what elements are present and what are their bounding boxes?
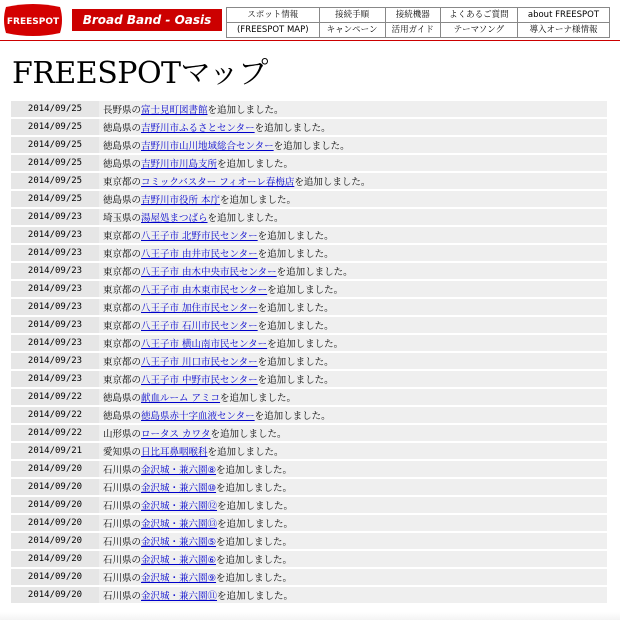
entry-spot-link[interactable]: 金沢城・兼六園⑧ <box>141 465 217 476</box>
table-row <box>11 281 607 297</box>
entry-date: 2014/09/23 <box>11 299 99 315</box>
entry-text <box>99 227 607 243</box>
table-row <box>11 551 607 567</box>
entry-prefecture: 石川県の <box>103 555 142 566</box>
entry-text <box>99 587 607 603</box>
entry-suffix: を追加しました。 <box>207 447 284 458</box>
entry-date: 2014/09/23 <box>11 335 99 351</box>
entry-text <box>99 515 607 531</box>
nav-theme-song[interactable]: テーマソング <box>440 23 517 38</box>
table-row <box>11 497 607 513</box>
table-row <box>11 137 607 153</box>
entry-prefecture: 長野県の <box>103 105 142 116</box>
entry-suffix: を追加しました。 <box>217 591 294 602</box>
nav-spot-info[interactable]: スポット情報 <box>227 8 320 23</box>
table-row <box>11 119 607 135</box>
entry-text <box>99 209 607 225</box>
entry-date: 2014/09/20 <box>11 587 99 603</box>
entry-prefecture: 埼玉県の <box>103 213 142 224</box>
entry-spot-link[interactable]: ロータス カワタ <box>141 429 211 440</box>
site-header <box>0 0 620 41</box>
entry-text <box>99 101 607 117</box>
entry-spot-link[interactable]: 金沢城・兼六園⑩ <box>141 483 217 494</box>
entry-spot-link[interactable]: 吉野川市役所 本庁 <box>141 195 221 206</box>
nav-faq[interactable]: よくあるご質問 <box>440 8 517 23</box>
nav-guide[interactable]: 活用ガイド <box>385 23 440 38</box>
entry-suffix: を追加しました。 <box>267 339 344 350</box>
entry-prefecture: 東京都の <box>103 357 142 368</box>
entry-prefecture: 東京都の <box>103 249 142 260</box>
entry-text <box>99 317 607 333</box>
entry-suffix: を追加しました。 <box>210 429 287 440</box>
entry-text <box>99 281 607 297</box>
entry-date: 2014/09/25 <box>11 137 99 153</box>
entry-text <box>99 335 607 351</box>
entry-spot-link[interactable]: 八王子市 石川市民センター <box>141 321 258 332</box>
entry-spot-link[interactable]: 吉野川市川島支所 <box>141 159 218 170</box>
entry-date: 2014/09/20 <box>11 515 99 531</box>
entry-spot-link[interactable]: 八王子市 北野市民センター <box>141 231 258 242</box>
nav-about[interactable]: about FREESPOT <box>517 8 609 23</box>
entry-text <box>99 191 607 207</box>
entry-date: 2014/09/25 <box>11 119 99 135</box>
entry-text <box>99 137 607 153</box>
entry-suffix: を追加しました。 <box>257 303 334 314</box>
entry-suffix: を追加しました。 <box>207 213 284 224</box>
entry-date: 2014/09/20 <box>11 497 99 513</box>
entry-spot-link[interactable]: 八王子市 加住市民センター <box>141 303 258 314</box>
entry-suffix: を追加しました。 <box>257 357 334 368</box>
brand-banner[interactable]: Broad Band - Oasis <box>72 9 222 31</box>
entry-prefecture: 徳島県の <box>103 411 142 422</box>
entry-spot-link[interactable]: 八王子市 横山南市民センター <box>141 339 268 350</box>
table-row <box>11 155 607 171</box>
entry-prefecture: 徳島県の <box>103 195 142 206</box>
entry-spot-link[interactable]: 八王子市 由井市民センター <box>141 249 258 260</box>
entry-suffix: を追加しました。 <box>257 249 334 260</box>
table-row <box>11 173 607 189</box>
table-row <box>11 425 607 441</box>
entry-suffix: を追加しました。 <box>257 231 334 242</box>
entry-suffix: を追加しました。 <box>216 573 293 584</box>
entry-prefecture: 東京都の <box>103 285 142 296</box>
entry-date: 2014/09/22 <box>11 389 99 405</box>
entry-date: 2014/09/22 <box>11 425 99 441</box>
entry-text <box>99 533 607 549</box>
entry-text <box>99 263 607 279</box>
entry-spot-link[interactable]: 金沢城・兼六園⑨ <box>141 573 217 584</box>
entry-suffix: を追加しました。 <box>294 177 371 188</box>
entry-prefecture: 愛知県の <box>103 447 142 458</box>
table-row <box>11 353 607 369</box>
entry-prefecture: 石川県の <box>103 573 142 584</box>
entry-suffix: を追加しました。 <box>257 321 334 332</box>
entry-spot-link[interactable]: 献血ルーム アミコ <box>141 393 221 404</box>
entry-prefecture: 石川県の <box>103 591 142 602</box>
entry-text <box>99 461 607 477</box>
entry-suffix: を追加しました。 <box>257 375 334 386</box>
entry-date: 2014/09/25 <box>11 101 99 117</box>
entry-suffix: を追加しました。 <box>254 411 331 422</box>
nav-grid <box>226 7 610 38</box>
entry-text <box>99 245 607 261</box>
entry-text <box>99 479 607 495</box>
table-row <box>11 389 607 405</box>
entry-spot-link[interactable]: 富士見町図書館 <box>141 105 208 116</box>
entry-date: 2014/09/22 <box>11 407 99 423</box>
update-list <box>11 99 607 605</box>
entry-prefecture: 徳島県の <box>103 393 142 404</box>
entry-spot-link[interactable]: 八王子市 由木東市民センター <box>141 285 268 296</box>
entry-date: 2014/09/23 <box>11 353 99 369</box>
entry-date: 2014/09/25 <box>11 173 99 189</box>
entry-prefecture: 石川県の <box>103 501 142 512</box>
freespot-logo-icon[interactable] <box>2 3 64 37</box>
entry-text <box>99 155 607 171</box>
entry-prefecture: 東京都の <box>103 231 142 242</box>
entry-prefecture: 徳島県の <box>103 141 142 152</box>
table-row <box>11 569 607 585</box>
table-row <box>11 317 607 333</box>
entry-suffix: を追加しました。 <box>216 465 293 476</box>
entry-prefecture: 石川県の <box>103 519 142 530</box>
entry-prefecture: 東京都の <box>103 339 142 350</box>
table-row <box>11 587 607 603</box>
entry-spot-link[interactable]: 金沢城・兼六園⑬ <box>141 519 218 530</box>
entry-text <box>99 425 607 441</box>
entry-spot-link[interactable]: 金沢城・兼六園⑫ <box>141 501 218 512</box>
nav-devices[interactable]: 接続機器 <box>385 8 440 23</box>
entry-spot-link[interactable]: 湯屋処まつばら <box>141 213 208 224</box>
entry-suffix: を追加しました。 <box>216 483 293 494</box>
entry-text <box>99 389 607 405</box>
entry-date: 2014/09/20 <box>11 479 99 495</box>
table-row <box>11 515 607 531</box>
entry-date: 2014/09/23 <box>11 281 99 297</box>
entry-spot-link[interactable]: 八王子市 中野市民センター <box>141 375 258 386</box>
table-row <box>11 533 607 549</box>
entry-spot-link[interactable]: 日比耳鼻咽喉科 <box>141 447 208 458</box>
entry-prefecture: 徳島県の <box>103 159 142 170</box>
table-row <box>11 461 607 477</box>
entry-text <box>99 173 607 189</box>
entry-date: 2014/09/20 <box>11 533 99 549</box>
entry-suffix: を追加しました。 <box>220 393 297 404</box>
nav-campaign[interactable]: キャンペーン <box>319 23 385 38</box>
entry-suffix: を追加しました。 <box>217 501 294 512</box>
entry-spot-link[interactable]: 徳島県赤十字血液センター <box>141 411 255 422</box>
entry-prefecture: 東京都の <box>103 303 142 314</box>
entry-suffix: を追加しました。 <box>254 123 331 134</box>
logo-text: FREESPOT <box>6 17 60 27</box>
table-row <box>11 101 607 117</box>
entry-date: 2014/09/23 <box>11 245 99 261</box>
table-row <box>11 191 607 207</box>
table-row <box>11 263 607 279</box>
entry-date: 2014/09/25 <box>11 191 99 207</box>
entry-spot-link[interactable]: コミックバスター フィオーレ春梅店 <box>141 177 295 188</box>
entry-text <box>99 407 607 423</box>
table-row <box>11 407 607 423</box>
entry-suffix: を追加しました。 <box>276 267 353 278</box>
entry-date: 2014/09/20 <box>11 461 99 477</box>
entry-date: 2014/09/21 <box>11 443 99 459</box>
entry-prefecture: 徳島県の <box>103 123 142 134</box>
entry-date: 2014/09/20 <box>11 569 99 585</box>
entry-prefecture: 東京都の <box>103 321 142 332</box>
table-row <box>11 209 607 225</box>
table-row <box>11 245 607 261</box>
table-row <box>11 371 607 387</box>
entry-spot-link[interactable]: 金沢城・兼六園⑤ <box>141 537 217 548</box>
entry-prefecture: 東京都の <box>103 267 142 278</box>
entry-date: 2014/09/23 <box>11 317 99 333</box>
entry-date: 2014/09/23 <box>11 209 99 225</box>
entry-prefecture: 石川県の <box>103 483 142 494</box>
table-row <box>11 443 607 459</box>
entry-suffix: を追加しました。 <box>220 195 297 206</box>
entry-prefecture: 石川県の <box>103 537 142 548</box>
entry-suffix: を追加しました。 <box>217 159 294 170</box>
entry-prefecture: 石川県の <box>103 465 142 476</box>
entry-spot-link[interactable]: 金沢城・兼六園⑥ <box>141 555 217 566</box>
entry-spot-link[interactable]: 八王子市 川口市民センター <box>141 357 258 368</box>
entry-text <box>99 569 607 585</box>
entry-suffix: を追加しました。 <box>216 537 293 548</box>
table-row <box>11 335 607 351</box>
nav-connect-steps[interactable]: 接続手順 <box>319 8 385 23</box>
entry-text <box>99 371 607 387</box>
entry-spot-link[interactable]: 八王子市 由木中央市民センター <box>141 267 277 278</box>
entry-text <box>99 119 607 135</box>
entry-prefecture: 東京都の <box>103 375 142 386</box>
page-title: FREESPOTマップ <box>12 56 268 91</box>
entry-date: 2014/09/23 <box>11 227 99 243</box>
entry-suffix: を追加しました。 <box>217 519 294 530</box>
table-row <box>11 227 607 243</box>
table-row <box>11 479 607 495</box>
entry-text <box>99 551 607 567</box>
entry-date: 2014/09/20 <box>11 551 99 567</box>
entry-text <box>99 299 607 315</box>
entry-prefecture: 山形県の <box>103 429 142 440</box>
entry-date: 2014/09/23 <box>11 371 99 387</box>
entry-suffix: を追加しました。 <box>273 141 350 152</box>
entry-text <box>99 353 607 369</box>
nav-owner-info[interactable]: 導入オーナ様情報 <box>517 23 609 38</box>
entry-date: 2014/09/23 <box>11 263 99 279</box>
entry-text <box>99 443 607 459</box>
entry-prefecture: 東京都の <box>103 177 142 188</box>
entry-spot-link[interactable]: 吉野川市ふるさとセンター <box>141 123 255 134</box>
table-row <box>11 299 607 315</box>
entry-spot-link[interactable]: 吉野川市山川地域総合センター <box>141 141 274 152</box>
entry-suffix: を追加しました。 <box>267 285 344 296</box>
entry-suffix: を追加しました。 <box>216 555 293 566</box>
entry-suffix: を追加しました。 <box>207 105 284 116</box>
entry-date: 2014/09/25 <box>11 155 99 171</box>
page-fade <box>0 612 620 620</box>
entry-spot-link[interactable]: 金沢城・兼六園⑪ <box>141 591 218 602</box>
entry-text <box>99 497 607 513</box>
nav-freespot-map[interactable]: (FREESPOT MAP) <box>227 23 320 38</box>
